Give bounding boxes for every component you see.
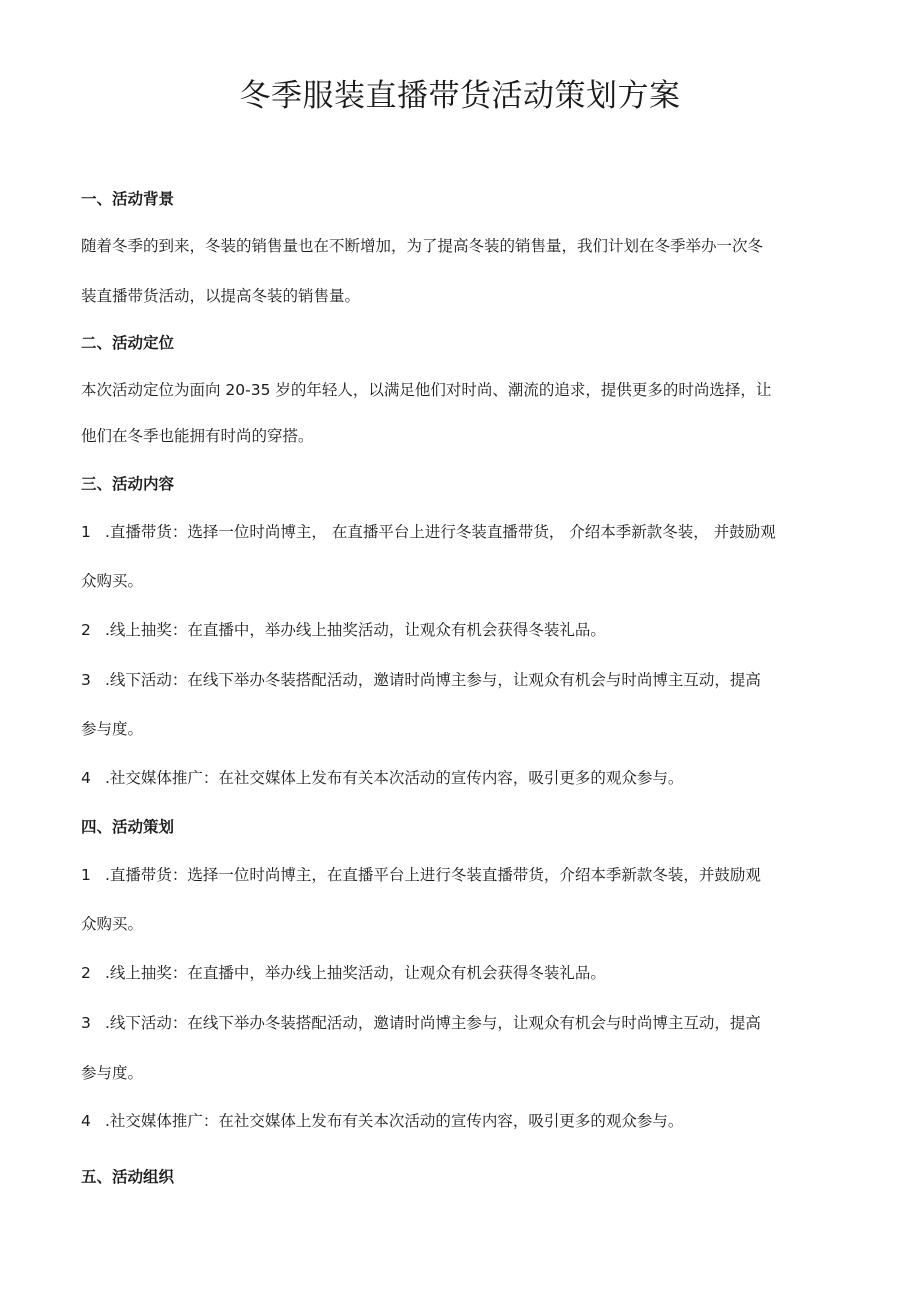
section-heading-planning: 四、活动策划	[81, 818, 175, 836]
section-heading-positioning: 二、活动定位	[81, 334, 175, 352]
paragraph-line: 装直播带货活动，以提高冬装的销售量。	[81, 287, 361, 305]
list-item	[81, 619, 606, 641]
list-item-text: .线上抽奖：在直播中，举办线上抽奖活动，让观众有机会获得冬装礼品。	[105, 964, 606, 982]
list-item-number: 3	[81, 671, 91, 689]
section-heading-organization: 五、活动组织	[81, 1168, 175, 1186]
list-item-number: 1	[81, 866, 91, 884]
list-item	[81, 521, 776, 543]
paragraph-line: 他们在冬季也能拥有时尚的穿搭。	[81, 427, 314, 445]
list-item-text: .直播带货：选择一位时尚博主，在直播平台上进行冬装直播带货，介绍本季新款冬装，并鼓励观	[105, 866, 761, 884]
list-item-number: 3	[81, 1014, 91, 1032]
list-item-continuation: 众购买。	[81, 572, 144, 590]
list-item	[81, 864, 761, 886]
paragraph-line: 本次活动定位为面向 20-35 岁的年轻人，以满足他们对时尚、潮流的追求，提供更多的时尚选择，让	[81, 381, 772, 399]
list-item-number: 1	[81, 523, 91, 541]
list-item-text: .线下活动：在线下举办冬装搭配活动，邀请时尚博主参与，让观众有机会与时尚博主互动，提高	[105, 671, 761, 689]
list-item	[81, 767, 683, 789]
list-item-number: 4	[81, 769, 91, 787]
paragraph-line: 随着冬季的到来，冬装的销售量也在不断增加，为了提高冬装的销售量，我们计划在冬季举办一次冬	[81, 237, 764, 255]
list-item	[81, 1110, 683, 1132]
list-item-number: 2	[81, 964, 91, 982]
document-title: 冬季服装直播带货活动策划方案	[239, 78, 681, 114]
list-item	[81, 669, 761, 691]
list-item-text: .直播带货：选择一位时尚博主， 在直播平台上进行冬装直播带货， 介绍本季新款冬装， 并鼓励观	[105, 523, 776, 541]
list-item-text: .线下活动：在线下举办冬装搭配活动，邀请时尚博主参与，让观众有机会与时尚博主互动，提高	[105, 1014, 761, 1032]
list-item-continuation: 参与度。	[81, 1064, 144, 1082]
section-heading-content: 三、活动内容	[81, 475, 175, 493]
list-item-text: .线上抽奖：在直播中，举办线上抽奖活动，让观众有机会获得冬装礼品。	[105, 621, 606, 639]
list-item-continuation: 众购买。	[81, 915, 144, 933]
list-item-continuation: 参与度。	[81, 720, 144, 738]
section-heading-background: 一、活动背景	[81, 190, 175, 208]
list-item-number: 2	[81, 621, 91, 639]
list-item-text: .社交媒体推广：在社交媒体上发布有关本次活动的宣传内容，吸引更多的观众参与。	[105, 769, 684, 787]
list-item	[81, 962, 606, 984]
list-item-text: .社交媒体推广：在社交媒体上发布有关本次活动的宣传内容，吸引更多的观众参与。	[105, 1112, 684, 1130]
list-item-number: 4	[81, 1112, 91, 1130]
list-item	[81, 1012, 761, 1034]
